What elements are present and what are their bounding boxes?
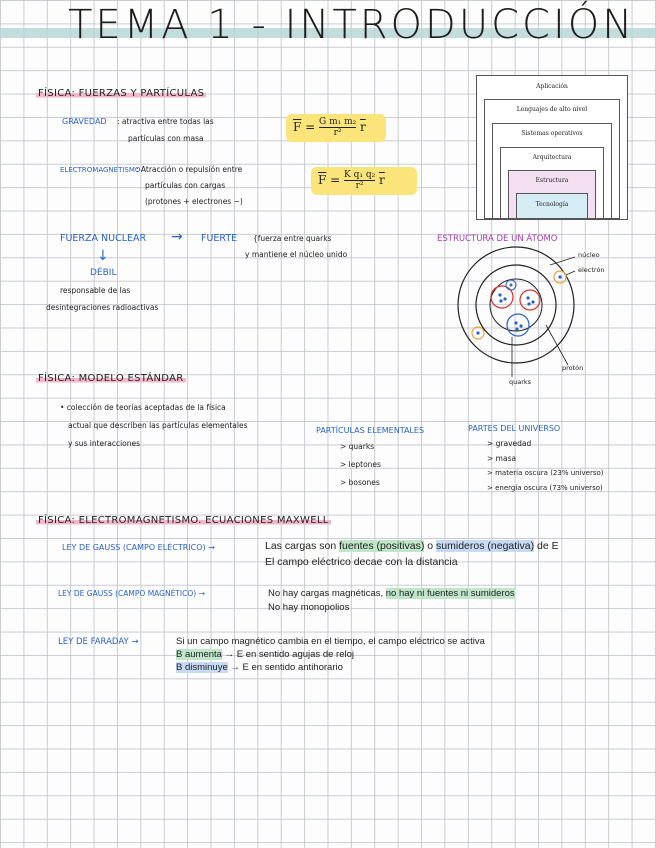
gravedad-desc-2: partículas con masa	[128, 134, 204, 143]
fuerza-nuclear-label: FUERZA NUCLEAR	[60, 233, 147, 244]
gravedad-desc-1: : atractiva entre todas las	[117, 117, 214, 126]
gauss-electric-label: LEY DE GAUSS (CAMPO ELÉCTRICO) →	[62, 543, 215, 552]
layers-level-4: Arquitectura	[500, 147, 604, 219]
universo-title: PARTES DEL UNIVERSO	[468, 424, 561, 433]
gauss-magnetic-line-2: No hay monopolios	[268, 602, 350, 613]
debil-desc-2: desintegraciones radioactivas	[46, 303, 159, 312]
layers-level-1: Aplicación	[476, 75, 628, 220]
debil-desc-1: responsable de las	[60, 286, 131, 295]
faraday-line-1: Si un campo magnético cambia en el tiempo, el campo eléctrico se activa	[176, 636, 485, 647]
atom-diagram	[440, 245, 640, 395]
page-title: TEMA 1 - INTRODUCCIÓN	[68, 2, 636, 48]
atom-label-nucleo: núcleo	[578, 251, 600, 259]
layers-level-5: Estructura	[508, 170, 596, 219]
universo-item-2: > masa	[487, 454, 517, 463]
modelo-desc-2: actual que describen las partículas elementales	[68, 421, 248, 430]
gauss-electric-line-1: Las cargas son fuentes (positivas) o sumideros (negativa) de E	[265, 540, 559, 552]
universo-item-3: > materia oscura (23% universo)	[487, 469, 604, 477]
faraday-label: LEY DE FARADAY →	[58, 637, 139, 647]
faraday-line-2: B aumenta → E en sentido agujas de reloj	[176, 649, 354, 660]
electromagnetismo-label: ELECTROMAGNETISMO	[60, 166, 141, 174]
atom-label-quarks: quarks	[509, 378, 532, 386]
gravedad-label: GRAVEDAD	[62, 117, 107, 126]
faraday-line-3: B disminuye → E en sentido antihorario	[176, 662, 343, 673]
equation-gravity: $\overline{F}$ = $\frac{\text{G m₁ m₂}}{\text{r²}}$ $\overline{r}$	[293, 117, 366, 138]
layers-level-2: Lenguajes de alto nivel	[484, 99, 620, 219]
section-heading-fuerzas: FÍSICA: FUERZAS Y PARTÍCULAS	[38, 88, 205, 99]
section-heading-modelo: FÍSICA: MODELO ESTÁNDAR	[38, 373, 184, 384]
arrow-down-to-debil: ↓	[97, 248, 109, 264]
fuerte-desc-2: y mantiene el núcleo unido	[245, 250, 348, 259]
electro-desc-2: partículas con cargas	[145, 181, 226, 190]
particula-item-3: > bosones	[340, 478, 380, 487]
electro-desc-3: (protones + electrones −)	[145, 197, 243, 206]
particula-item-2: > leptones	[340, 460, 381, 469]
fuerte-desc-1: {fuerza entre quarks	[253, 234, 332, 243]
universo-item-1: > gravedad	[487, 439, 532, 448]
atom-label-proton: protón	[562, 364, 584, 372]
gauss-electric-line-2: El campo eléctrico decae con la distancia	[265, 556, 458, 568]
layers-level-6: Tecnología	[516, 193, 588, 219]
particula-item-1: > quarks	[340, 442, 375, 451]
particulas-title: PARTÍCULAS ELEMENTALES	[316, 426, 425, 435]
atom-title: ESTRUCTURA DE UN ÁTOMO	[437, 234, 558, 244]
section-heading-electromagnetismo: FÍSICA: ELECTROMAGNETISMO. ECUACIONES MAXWELL	[38, 515, 329, 526]
arrow-to-fuerte: →	[171, 229, 183, 245]
layers-level-3: Sistemas operativos	[492, 123, 612, 219]
modelo-desc-3: y sus interacciones	[68, 439, 141, 448]
universo-item-4: > energía oscura (73% universo)	[487, 484, 603, 492]
modelo-desc-1: • colección de teorías aceptadas de la física	[60, 403, 226, 412]
gauss-magnetic-line-1: No hay cargas magnéticas, no hay ni fuentes ni sumideros	[268, 588, 515, 599]
gauss-magnetic-label: LEY DE GAUSS (CAMPO MAGNÉTICO) →	[58, 589, 205, 598]
electro-desc-1: : Atracción o repulsión entre	[136, 165, 243, 174]
fuerte-label: FUERTE	[201, 233, 238, 244]
debil-label: DÉBIL	[90, 268, 117, 278]
atom-label-electron: electrón	[578, 266, 605, 274]
equation-coulomb: $\overline{F}$ = $\frac{\text{K q₁ q₂}}{\text{r²}}$ $\overline{r}$	[318, 170, 385, 191]
